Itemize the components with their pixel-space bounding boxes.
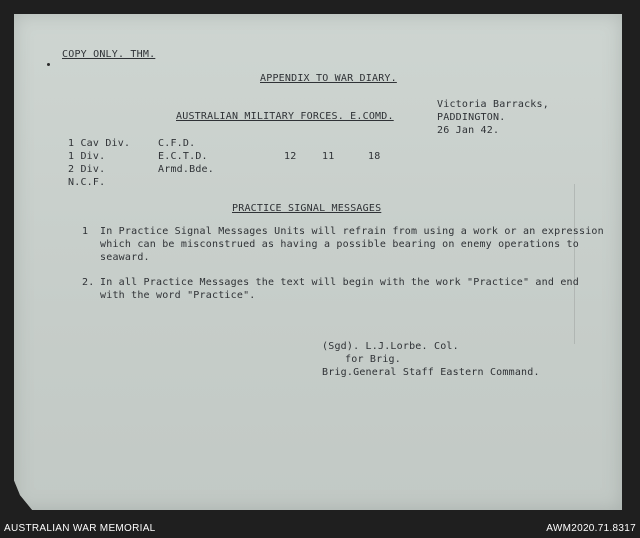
- document-date: 26 Jan 42.: [437, 125, 500, 136]
- signature-line: for Brig.: [345, 354, 401, 365]
- signature-line: Brig.General Staff Eastern Command.: [322, 367, 540, 378]
- copy-count: 11: [322, 151, 335, 162]
- distribution-unit: N.C.F.: [68, 177, 106, 188]
- distribution-unit: 1 Div.: [68, 151, 106, 162]
- distribution-unit: E.C.T.D.: [158, 151, 208, 162]
- signature-line: (Sgd). L.J.Lorbe. Col.: [322, 341, 459, 352]
- address-line-2: PADDINGTON.: [437, 112, 506, 123]
- address-line-1: Victoria Barracks,: [437, 99, 549, 110]
- subject-heading: PRACTICE SIGNAL MESSAGES: [232, 203, 382, 214]
- distribution-unit: 1 Cav Div.: [68, 138, 131, 149]
- distribution-unit: C.F.D.: [158, 138, 196, 149]
- punch-mark: [47, 63, 50, 66]
- paragraph-text: In Practice Signal Messages Units will refrain from using a work or an expression which can be misconstrued as having a possible bearing on enemy operations to seaward.: [100, 226, 604, 263]
- distribution-unit: 2 Div.: [68, 164, 106, 175]
- copy-count: 18: [368, 151, 381, 162]
- appendix-heading: APPENDIX TO WAR DIARY.: [260, 73, 397, 84]
- footer-source: AUSTRALIAN WAR MEMORIAL: [4, 523, 156, 534]
- copy-only-label: COPY ONLY. THM.: [62, 49, 156, 60]
- distribution-unit: Armd.Bde.: [158, 164, 214, 175]
- footer-accession-id: AWM2020.71.8317: [546, 523, 636, 534]
- forces-heading: AUSTRALIAN MILITARY FORCES. E.COMD.: [176, 111, 394, 122]
- paper-fold: [574, 184, 575, 344]
- paragraph-number: 2.: [82, 277, 95, 288]
- paragraph-number: 1: [82, 226, 89, 237]
- paragraph-text: In all Practice Messages the text will begin with the work "Practice" and end with the word "Practice".: [100, 277, 579, 301]
- copy-count: 12: [284, 151, 297, 162]
